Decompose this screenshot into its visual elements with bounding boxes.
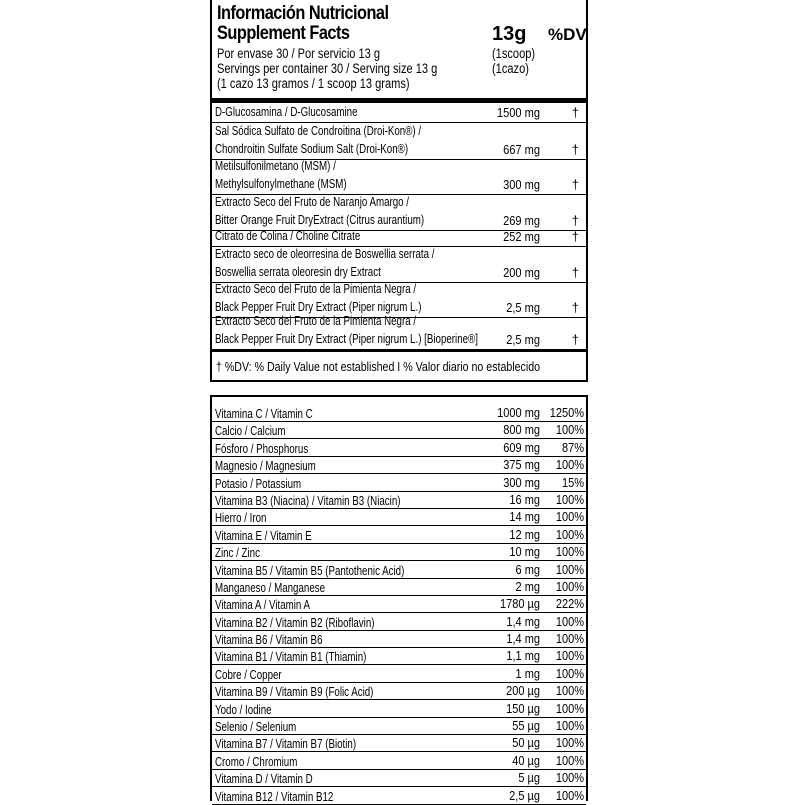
vitamin-name: Cobre / Copper — [215, 667, 282, 682]
vitamin-name: Vitamina D / Vitamin D — [215, 772, 313, 787]
vitamin-dv: 100% — [555, 666, 584, 681]
vitamin-row — [212, 770, 586, 787]
vitamin-amount: 800 mg — [503, 423, 540, 438]
vitamin-dv: 100% — [555, 510, 584, 525]
vitamin-row — [212, 683, 586, 700]
vitamin-dv: 100% — [555, 423, 584, 438]
scoop-note: (1scoop) — [492, 46, 536, 61]
vitamin-dv: 100% — [555, 527, 584, 542]
vitamin-row — [212, 700, 586, 717]
vitamin-row — [212, 631, 586, 648]
ingredient-name — [215, 104, 358, 122]
vitamin-name: Zinc / Zinc — [215, 546, 260, 561]
vitamin-name: Vitamina B12 / Vitamin B12 — [215, 789, 334, 804]
vitamin-row — [212, 544, 586, 561]
vitamin-row — [212, 579, 586, 596]
vitamin-name: Vitamina B3 (Niacina) / Vitamin B3 (Niacin) — [215, 493, 401, 508]
footnote: † %DV: % Daily Value not established I % Valor diario no establecido — [216, 360, 541, 374]
vitamin-row — [212, 422, 586, 439]
vitamin-mineral-panel — [210, 395, 588, 804]
scoop-note: (1cazo) — [492, 61, 529, 76]
vitamin-dv: 100% — [555, 492, 584, 507]
dagger-mark: † — [571, 265, 579, 280]
vitamin-name: Selenio / Selenium — [215, 720, 297, 735]
ingredient-row — [212, 228, 586, 247]
vitamin-amount: 1,4 mg — [506, 614, 540, 629]
ingredient-name-line: Extracto Seco del Fruto de la Pimienta Negra / — [215, 314, 417, 328]
vitamin-dv: 100% — [555, 788, 584, 803]
vitamin-dv: 1250% — [549, 406, 584, 420]
vitamin-row — [212, 457, 586, 474]
serving-amount: 13g — [492, 23, 527, 45]
vitamin-amount: 1000 mg — [497, 406, 540, 420]
vitamin-row — [212, 509, 586, 526]
serving-line: Por envase 30 / Por servicio 13 g — [217, 46, 381, 61]
vitamin-dv: 100% — [555, 579, 584, 594]
vitamin-row — [212, 613, 586, 630]
ingredient-amount: 2,5 mg — [506, 300, 540, 315]
ingredient-name-line: D-Glucosamina / D-Glucosamine — [215, 104, 358, 119]
vitamin-amount: 55 µg — [512, 719, 540, 734]
ingredient-amount: 1500 mg — [496, 105, 540, 120]
vitamin-dv: 100% — [555, 649, 584, 664]
dagger-mark: † — [571, 142, 579, 157]
vitamin-row — [212, 752, 586, 769]
dagger-mark: † — [571, 332, 579, 347]
ingredient-name — [215, 194, 424, 229]
serving-line: Servings per container 30 / Serving size 13 g — [217, 61, 438, 76]
ingredient-row — [212, 195, 586, 231]
ingredient-row — [212, 123, 586, 160]
vitamin-amount: 300 mg — [503, 475, 540, 490]
ingredient-name-line: Bitter Orange Fruit DryExtract (Citrus aurantium) — [215, 212, 425, 227]
vitamin-name: Magnesio / Magnesium — [215, 459, 316, 474]
vitamin-row — [212, 474, 586, 491]
vitamin-name: Vitamina B2 / Vitamin B2 (Riboflavin) — [215, 615, 375, 630]
vitamin-amount: 1780 µg — [500, 597, 540, 612]
vitamin-amount: 2 mg — [515, 579, 540, 594]
ingredient-name-line: Boswellia serrata oleoresin dry Extract — [215, 264, 381, 279]
ingredient-name-line: Black Pepper Fruit Dry Extract (Piper nigrum L.) [Bioperine®] — [215, 331, 478, 346]
ingredient-name-line: Extracto Seco del Fruto de la Pimienta Negra / — [215, 282, 417, 296]
vitamin-amount: 40 µg — [512, 753, 540, 768]
vitamin-amount: 10 mg — [509, 545, 540, 560]
ingredient-name — [215, 313, 478, 348]
vitamin-row — [212, 648, 586, 665]
vitamin-name: Hierro / Iron — [215, 511, 267, 526]
ingredient-amount: 2,5 mg — [506, 332, 540, 347]
ingredient-name-line: Extracto Seco del Fruto de Naranjo Amargo / — [215, 195, 410, 209]
vitamin-row — [212, 787, 586, 804]
vitamin-dv: 100% — [555, 562, 584, 577]
dagger-mark: † — [571, 177, 579, 192]
dagger-mark: † — [571, 105, 579, 120]
ingredient-row — [212, 247, 586, 283]
vitamin-row — [212, 735, 586, 752]
vitamin-name: Vitamina B1 / Vitamin B1 (Thiamin) — [215, 650, 367, 665]
vitamin-dv: 15% — [561, 475, 584, 490]
ingredient-name-line: Sal Sódica Sulfato de Condroitina (Droi-Kon®) / — [215, 124, 422, 138]
ingredient-row — [212, 314, 586, 352]
vitamin-name: Vitamina A / Vitamin A — [215, 598, 311, 613]
dagger-mark: † — [571, 213, 579, 228]
vitamin-dv: 100% — [555, 458, 584, 473]
vitamin-dv: 100% — [555, 632, 584, 647]
vitamin-dv: 100% — [555, 614, 584, 629]
vitamin-amount: 5 µg — [518, 771, 540, 786]
vitamin-name: Fósforo / Phosphorus — [215, 441, 309, 456]
vitamin-amount: 1,4 mg — [506, 632, 540, 647]
vitamin-dv: 100% — [555, 545, 584, 560]
serving-line: (1 cazo 13 gramos / 1 scoop 13 grams) — [217, 76, 410, 91]
vitamin-dv: 100% — [555, 684, 584, 699]
ingredient-name-line: Metilsulfonilmetano (MSM) / — [215, 159, 336, 173]
vitamin-row — [212, 397, 586, 422]
title-spanish: Información Nutricional — [217, 3, 389, 24]
vitamin-dv: 87% — [561, 440, 584, 455]
vitamin-name: Yodo / Iodine — [215, 702, 272, 717]
ingredient-name — [215, 281, 421, 316]
vitamin-row — [212, 561, 586, 578]
vitamin-name: Manganeso / Manganese — [215, 580, 326, 595]
vitamin-amount: 6 mg — [515, 562, 540, 577]
dagger-mark: † — [571, 229, 579, 244]
vitamin-dv: 100% — [555, 753, 584, 768]
vitamin-name: Vitamina E / Vitamin E — [215, 528, 312, 543]
vitamin-amount: 50 µg — [512, 736, 540, 751]
vitamin-name: Calcio / Calcium — [215, 424, 286, 439]
vitamin-row — [212, 526, 586, 543]
vitamin-row — [212, 596, 586, 613]
title-english: Supplement Facts — [217, 23, 350, 44]
vitamin-amount: 375 mg — [503, 458, 540, 473]
vitamin-amount: 1 mg — [515, 666, 540, 681]
vitamin-amount: 200 µg — [506, 684, 540, 699]
vitamin-amount: 16 mg — [509, 492, 540, 507]
ingredient-name-line: Extracto seco de oleorresina de Boswellia serrata / — [215, 247, 435, 261]
vitamin-dv: 100% — [555, 719, 584, 734]
vitamin-name: Potasio / Potassium — [215, 476, 302, 491]
vitamin-dv: 100% — [555, 771, 584, 786]
vitamin-row — [212, 665, 586, 682]
ingredient-name-line: Methylsulfonylmethane (MSM) — [215, 176, 347, 191]
vitamin-amount: 150 µg — [506, 701, 540, 716]
vitamin-dv: 100% — [555, 701, 584, 716]
ingredient-name-line: Citrato de Colina / Choline Citrate — [215, 228, 361, 243]
ingredient-row — [212, 160, 586, 195]
facts-header — [212, 0, 586, 98]
ingredient-list — [212, 103, 586, 352]
vitamin-row — [212, 492, 586, 509]
ingredient-amount: 300 mg — [503, 177, 540, 192]
vitamin-amount: 2,5 µg — [509, 788, 540, 803]
dagger-mark: † — [571, 300, 579, 315]
ingredient-name-line: Chondroitin Sulfate Sodium Salt (Droi-Kon®) — [215, 141, 409, 156]
vitamin-list — [212, 397, 586, 805]
vitamin-name: Cromo / Chromium — [215, 754, 298, 769]
vitamin-amount: 14 mg — [509, 510, 540, 525]
ingredient-name-line: Black Pepper Fruit Dry Extract (Piper nigrum L.) — [215, 299, 422, 314]
ingredient-name — [215, 123, 421, 158]
vitamin-name: Vitamina B6 / Vitamin B6 — [215, 633, 323, 648]
ingredient-name — [215, 158, 347, 193]
vitamin-name: Vitamina C / Vitamin C — [215, 407, 313, 421]
vitamin-dv: 222% — [555, 597, 584, 612]
vitamin-row — [212, 718, 586, 735]
vitamin-name: Vitamina B9 / Vitamin B9 (Folic Acid) — [215, 685, 374, 700]
vitamin-name: Vitamina B5 / Vitamin B5 (Pantothenic Acid) — [215, 563, 405, 578]
dv-column-label: %DV — [548, 25, 587, 44]
ingredient-amount: 269 mg — [503, 213, 540, 228]
vitamin-name: Vitamina B7 / Vitamin B7 (Biotin) — [215, 737, 357, 752]
ingredient-amount: 252 mg — [503, 229, 540, 244]
ingredient-amount: 667 mg — [503, 142, 540, 157]
vitamin-row — [212, 439, 586, 456]
vitamin-amount: 12 mg — [509, 527, 540, 542]
ingredient-name — [215, 246, 434, 281]
supplement-facts-panel — [210, 0, 588, 382]
vitamin-amount: 1,1 mg — [506, 649, 540, 664]
vitamin-dv: 100% — [555, 736, 584, 751]
vitamin-amount: 609 mg — [503, 440, 540, 455]
ingredient-name — [215, 228, 360, 246]
ingredient-row — [212, 103, 586, 123]
ingredient-amount: 200 mg — [503, 265, 540, 280]
